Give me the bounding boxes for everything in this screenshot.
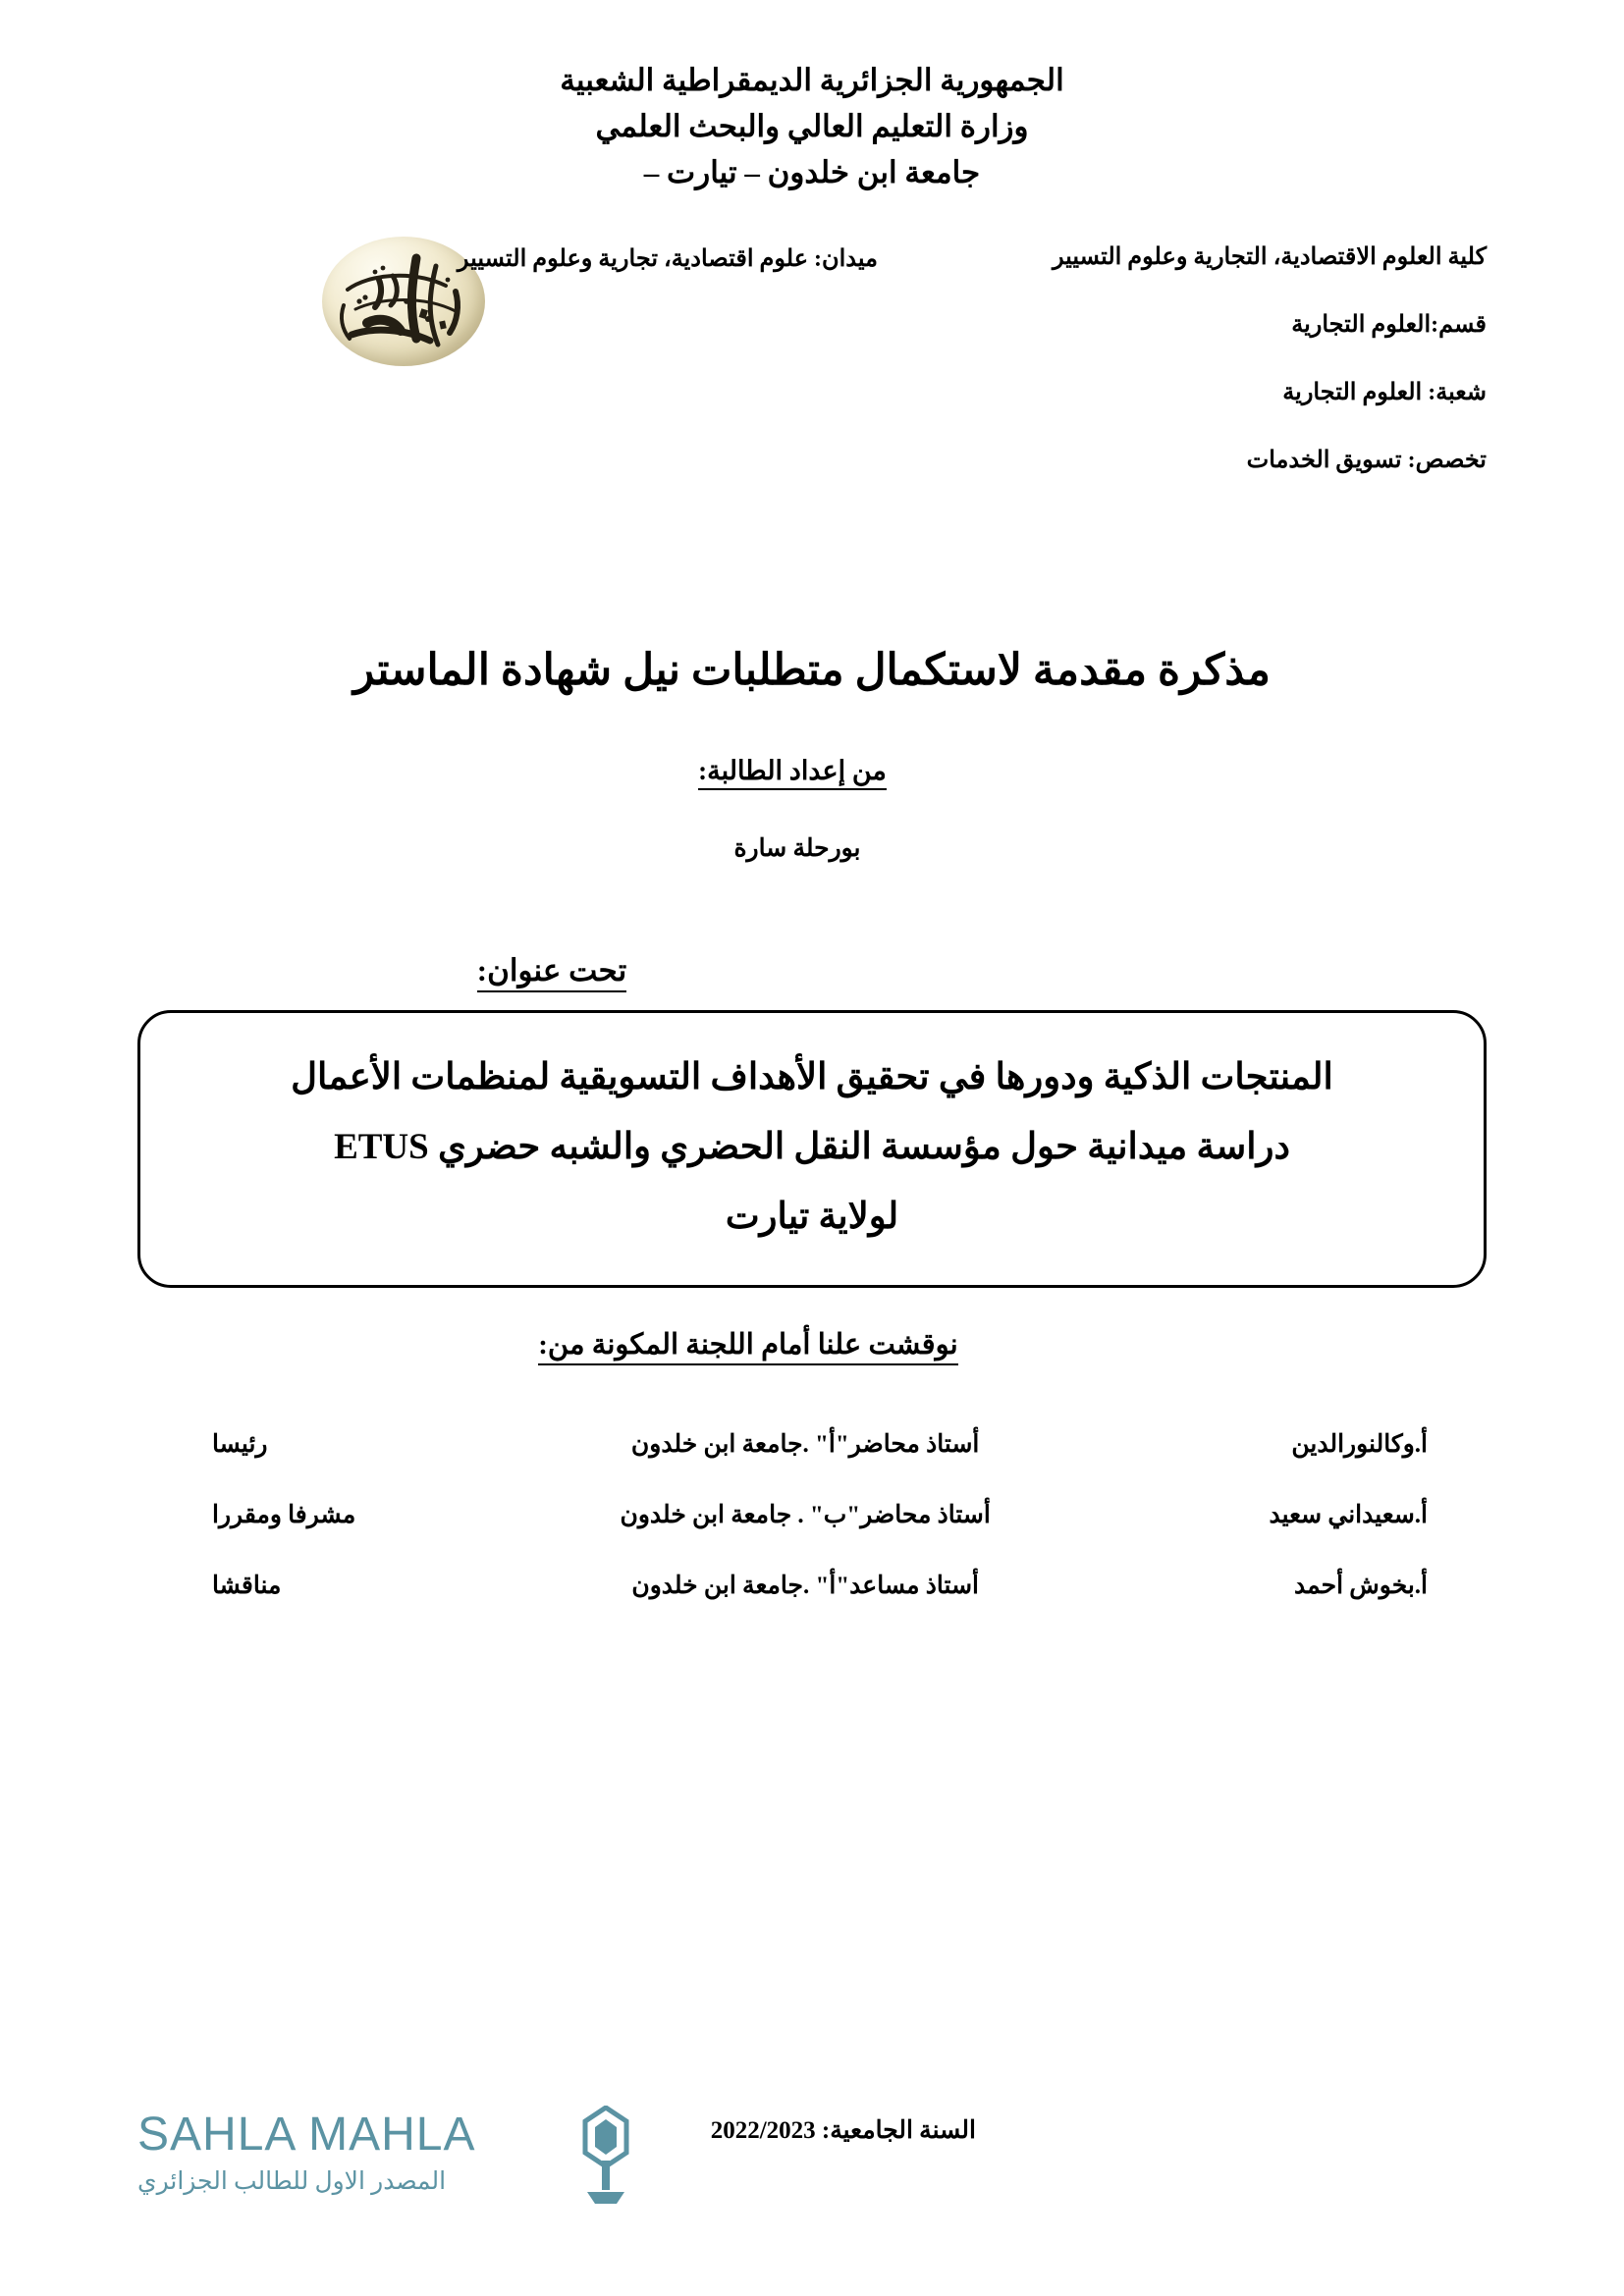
prepared-by-label [137, 756, 1487, 786]
jury-member-name: أ.بخوش أحمد [1294, 1572, 1428, 1599]
header-line-republic: الجمهورية الجزائرية الديمقراطية الشعبية [560, 63, 1064, 97]
under-title-text: تحت عنوان: [477, 953, 626, 992]
institution-band [137, 242, 1487, 475]
department-name: قسم:العلوم التجارية [1291, 312, 1487, 339]
jury-member-role: مشرفا ومقررا [212, 1501, 356, 1528]
watermark-text-group [137, 2111, 560, 2196]
table-row [137, 1550, 1487, 1621]
thesis-title-box [137, 1010, 1487, 1288]
document-header [137, 0, 1487, 195]
jury-member-affiliation: أستاذ محاضر"ب" . جامعة ابن خلدون [620, 1501, 991, 1528]
header-line-university: جامعة ابن خلدون – تيارت – [643, 155, 981, 190]
sahla-mahla-watermark [137, 2106, 648, 2221]
degree-statement: مذكرة مقدمة لاستكمال متطلبات نيل شهادة الماستر [353, 646, 1271, 695]
specialty-name: تخصص: تسويق الخدمات [1246, 448, 1487, 474]
jury-member-role: مناقشا [212, 1572, 282, 1599]
thesis-title-line-2: دراسة ميدانية حول مؤسسة النقل الحضري والشبه حضري ETUS [334, 1126, 1290, 1167]
jury-header-label [137, 1327, 1487, 1362]
jury-member-affiliation: أستاذ مساعد"أ" .جامعة ابن خلدون [631, 1572, 979, 1599]
jury-header-text: نوقشت علنا أمام اللجنة المكونة من: [538, 1329, 957, 1365]
table-row [137, 1409, 1487, 1479]
jury-member-role: رئيسا [212, 1430, 268, 1458]
jury-table [137, 1409, 1487, 1621]
field-label: ميدان: علوم اقتصادية، تجارية وعلوم التسيير [457, 246, 878, 273]
under-title-label [137, 953, 1487, 988]
branch-name: شعبة: العلوم التجارية [1282, 380, 1487, 406]
jury-member-name: أ.وكالنورالدين [1291, 1430, 1428, 1458]
watermark-logo-icon [569, 2106, 642, 2208]
table-row [137, 1479, 1487, 1550]
thesis-title-line-1: المنتجات الذكية ودورها في تحقيق الأهداف التسويقية لمنظمات الأعمال [291, 1056, 1333, 1097]
watermark-tagline: المصدر الاول للطالب الجزائري [137, 2168, 447, 2195]
student-name: بورحلة سارة [733, 834, 861, 862]
faculty-name: كلية العلوم الاقتصادية، التجارية وعلوم التسيير [1052, 244, 1487, 271]
document-footer [137, 2104, 1487, 2221]
academic-year: السنة الجامعية: 2022/2023 [710, 2117, 976, 2144]
header-line-ministry: وزارة التعليم العالي والبحث العلمي [595, 109, 1029, 144]
watermark-brand-name: SAHLA MAHLA [137, 2109, 476, 2161]
jury-member-name: أ.سعيداني سعيد [1269, 1501, 1428, 1528]
prepared-by-text: من إعداد الطالبة: [698, 756, 887, 790]
thesis-title-line-3: لولاية تيارت [725, 1196, 899, 1237]
jury-member-affiliation: أستاذ محاضر"أ" .جامعة ابن خلدون [630, 1430, 980, 1458]
